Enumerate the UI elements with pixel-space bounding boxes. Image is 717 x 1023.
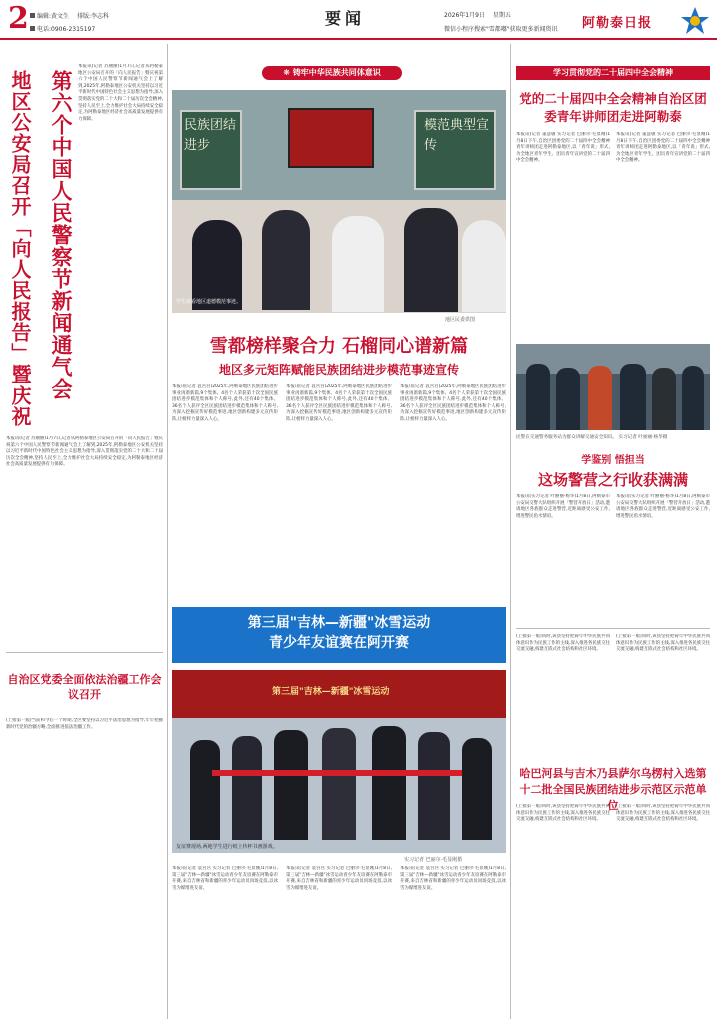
- phone-icon: [30, 13, 35, 18]
- newspaper-name: 阿勒泰日报: [582, 16, 653, 31]
- center-bottom-banner-line2: 青少年友谊赛在阿开赛: [269, 635, 409, 651]
- left-bottom-headline: 自治区党委全面依法治疆工作会议召开: [7, 673, 162, 701]
- section-title: 要闻: [325, 9, 366, 28]
- right-bottom-headline: 哈巴河县与吉木乃县萨尔乌楞村入选第十二批全国民族团结进步示范区示范单位: [519, 767, 707, 812]
- right-top-photo-caption: 民警在交通警务服务站为群众讲解交通安全知识。 实习记者 叶丽丽·杨华摄: [516, 435, 668, 440]
- police-photo: [516, 344, 710, 430]
- center-bottom-photo-caption: 友谊赛现场,两地学生进行纸上传杯书画游戏。: [176, 844, 278, 850]
- right-middle-kicker: 学鉴别 悟担当: [581, 455, 645, 466]
- weekday: 星期五: [492, 12, 511, 19]
- right-top-body-col1: 本报讯(记者 董慧敏 实习记者 巴丽尔·毛显刚)1月8日下午,自治区团委党的二十届四中全会精神青年讲师团走进阿勒泰地区,以「青年说」形式,为全地区青年学生、团员青年宣讲党的二十届四中全会精神。: [516, 132, 610, 164]
- center-top-photo-caption: 学生观看地区道德模范事迹。: [176, 299, 242, 305]
- left-article-body-cont: 本报讯(记者 苏丽丽)1月7日,记者从阿勒泰地区公安局召开的「向人民报告」暨庆祝第六个中国人民警察节新闻通气会上了解到,2025年,阿勒泰地区公安机关坚持以习近平新时代中国特色社会主义思想为指导,深入贯彻落实党的二十大和二十届历次全会精神,坚持人民至上,全力维护社会大局持续安全稳定,为阿勒泰地区经济社会高质量发展提供有力保障。: [6, 436, 163, 468]
- right-middle-body-col2: 本报讯(实习记者 叶丽丽·杨华)1月8日,阿勒泰市公安局交警大队组织开展「警营开放日」活动,邀请地区各族群众走进警营,近距离感受公安工作,增进警民鱼水情谊。: [616, 494, 710, 519]
- center-bottom-body-col1: 本报讯(记者 袁宫宫 实习记者 巴丽尔·毛显刚)1月8日,第三届"吉林—新疆"冰雪运动青少年友谊赛在阿勒泰市开赛,来自吉林省和新疆的青少年运动员同场竞技,以冰雪为媒增进友谊。: [172, 866, 278, 891]
- phone-line: [30, 24, 95, 33]
- page-number: 2: [8, 1, 29, 36]
- photo-banner-text: 第三届"吉林—新疆"冰雪运动: [272, 687, 390, 697]
- right-bottom-body-col2: (上接第一版)同时,该县坚持把铸牢中华民族共同体意识作为民族工作的主线,深入推进各民族交往交流交融,构建互嵌式社会结构和社区环境。: [616, 804, 710, 823]
- center-banner-label: 铸牢中华民族共同体意识: [292, 68, 381, 77]
- center-top-subheadline: 地区多元矩阵赋能民族团结进步模范事迹宣传: [218, 363, 459, 377]
- center-bottom-photo-credit: 实习记者 巴丽尔·毛显刚摄: [404, 857, 463, 863]
- wechat-note: 微信小程序搜索"雪都嘟"获取更多新闻资讯: [444, 26, 558, 33]
- right-middle-body-col1: 本报讯(实习记者 叶丽丽·杨华)1月8日,阿勒泰市公安局交警大队组织开展「警营开放日」活动,邀请地区各族群众走进警营,近距离感受公安工作,增进警民鱼水情谊。: [516, 494, 610, 519]
- right-bottom-body-top-col1: (上接第一版)同时,该县坚持把铸牢中华民族共同体意识作为民族工作的主线,深入推进各民族交往交流交融,构建互嵌式社会结构和社区环境。: [516, 634, 610, 653]
- classroom-photo: [172, 90, 506, 313]
- right-bottom-body-col1: (上接第一版)同时,该县坚持把铸牢中华民族共同体意识作为民族工作的主线,深入推进各民族交往交流交融,构建互嵌式社会结构和社区环境。: [516, 804, 610, 823]
- center-top-body-col2: 本报讯(记者 袁宫宫)2025年,阿勒泰地区民族团结进步事业再谱新篇,9个集体、4名个人荣获第十次全国民族团结进步模范集体和个人称号,此外,还有40个集体、36名个人获评全区民族团结进步模范集体和个人称号,为深入挖掘宣传好模范事迹,地区创新构建多元宣传矩阵,让榜样力量深入人心。: [286, 384, 392, 422]
- center-bottom-banner-line1: 第三届"吉林—新疆"冰雪运动: [247, 615, 431, 631]
- center-top-headline: 雪都榜样聚合力 石榴同心谱新篇: [209, 336, 469, 357]
- proofreader: 排版:李志科: [76, 13, 109, 20]
- phone: 电话:0906-2315197: [37, 26, 96, 33]
- date: 2026年1月9日: [444, 12, 485, 19]
- left-bottom-body: (上接第一版)当前和今后一个时期,全区要坚持以习近平法治思想为指导,牢牢把握新时代党的治疆方略,全面推进依法治疆工作。: [6, 718, 163, 730]
- right-top-headline: 党的二十届四中全会精神自治区团委青年讲师团走进阿勒泰: [519, 91, 707, 124]
- right-bottom-body-top-col2: (上接第一版)同时,该县坚持把铸牢中华民族共同体意识作为民族工作的主线,深入推进各民族交往交流交融,构建互嵌式社会结构和社区环境。: [616, 634, 710, 653]
- left-headline-2: 地区公安局召开「向人民报告」暨庆祝: [8, 70, 32, 427]
- snow-games-photo: [172, 670, 506, 853]
- newspaper-logo-icon: [680, 6, 710, 36]
- right-top-body-col2: 本报讯(记者 董慧敏 实习记者 巴丽尔·毛显刚)1月8日下午,自治区团委党的二十届四中全会精神青年讲师团走进阿勒泰地区,以「青年说」形式,为全地区青年学生、团员青年宣讲党的二十届四中全会精神。: [616, 132, 710, 164]
- right-banner: 学习贯彻党的二十届四中全会精神: [516, 66, 710, 80]
- left-headline-1: 第六个中国人民警察节新闻通气会: [49, 70, 74, 400]
- center-banner: [262, 66, 402, 80]
- star-icon: ❋: [283, 68, 293, 77]
- left-article-body: 本报讯(记者 苏丽丽)1月7日,记者从阿勒泰地区公安局召开的「向人民报告」暨庆祝第六个中国人民警察节新闻通气会上了解到,2025年,阿勒泰地区公安机关坚持以习近平新时代中国特色社会主义思想为指导,深入贯彻落实党的二十大和二十届历次全会精神,坚持人民至上,全力维护社会大局持续安全稳定,为阿勒泰地区经济社会高质量发展提供有力保障。: [78, 64, 163, 122]
- screen-right-text: 模范典型宣传: [424, 118, 490, 153]
- date-line: [444, 10, 511, 19]
- right-middle-headline: 这场警营之行收获满满: [537, 471, 688, 489]
- center-bottom-body-col3: 本报讯(记者 袁宫宫 实习记者 巴丽尔·毛显刚)1月8日,第三届"吉林—新疆"冰雪运动青少年友谊赛在阿勒泰市开赛,来自吉林省和新疆的青少年运动员同场竞技,以冰雪为媒增进友谊。: [400, 866, 506, 891]
- editor-line: [30, 11, 109, 20]
- screen-left-text: 民族团结进步: [184, 118, 237, 153]
- center-top-body-col3: 本报讯(记者 袁宫宫)2025年,阿勒泰地区民族团结进步事业再谱新篇,9个集体、4名个人荣获第十次全国民族团结进步模范集体和个人称号,此外,还有40个集体、36名个人获评全区民族团结进步模范集体和个人称号,为深入挖掘宣传好模范事迹,地区创新构建多元宣传矩阵,让榜样力量深入人心。: [400, 384, 506, 422]
- center-top-body-col1: 本报讯(记者 袁宫宫)2025年,阿勒泰地区民族团结进步事业再谱新篇,9个集体、4名个人荣获第十次全国民族团结进步模范集体和个人称号,此外,还有40个集体、36名个人获评全区民族团结进步模范集体和个人称号,为深入挖掘宣传好模范事迹,地区创新构建多元宣传矩阵,让榜样力量深入人心。: [172, 384, 278, 422]
- center-bottom-body-col2: 本报讯(记者 袁宫宫 实习记者 巴丽尔·毛显刚)1月8日,第三届"吉林—新疆"冰雪运动青少年友谊赛在阿勒泰市开赛,来自吉林省和新疆的青少年运动员同场竞技,以冰雪为媒增进友谊。: [286, 866, 392, 891]
- center-bottom-banner: [172, 607, 506, 663]
- phone-icon: [30, 26, 35, 31]
- editor: 编辑:黄文生: [37, 13, 70, 20]
- center-top-photo-credit: 地区民委供图: [445, 317, 476, 323]
